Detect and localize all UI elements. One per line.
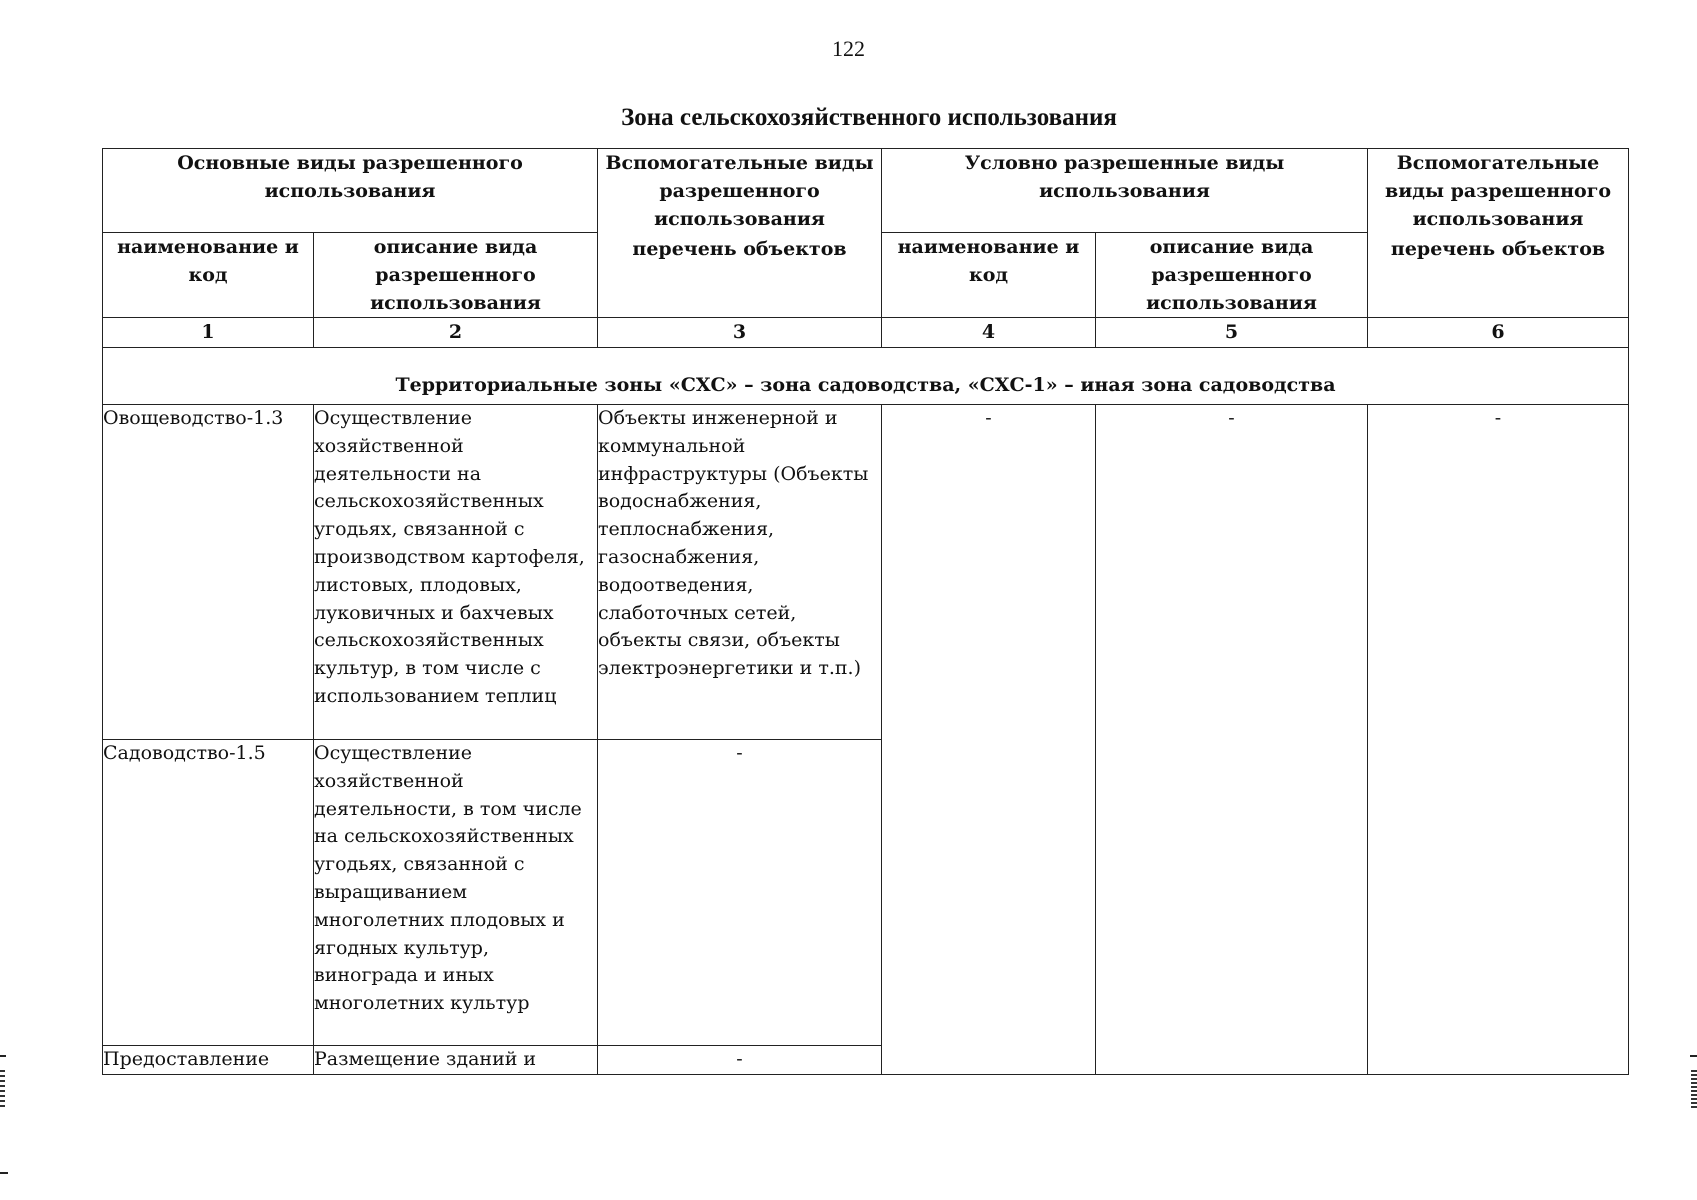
conditional-name: -	[882, 405, 1096, 1075]
row-objects: -	[598, 740, 882, 1046]
row-name: Предоставление	[103, 1046, 314, 1075]
header-objects-list: перечень объектов	[632, 238, 847, 260]
document-title: Зона сельскохозяйственного использования	[621, 104, 1117, 131]
column-number-1: 1	[103, 318, 314, 348]
page-number: 122	[832, 36, 865, 61]
scan-mark	[0, 1172, 8, 1174]
header-row-groups	[103, 149, 1629, 233]
column-number-6: 6	[1368, 318, 1629, 348]
header-auxiliary-uses-2-label: Вспомогательные виды разрешенного использования	[1385, 152, 1612, 230]
section-row	[103, 348, 1629, 405]
section-title-cell	[103, 348, 1629, 405]
row-description: Осуществление хозяйственной деятельности на сельскохозяйственных угодьях, связанной с производством картофеля, листовых, плодовых, луковичных и бахчевых сельскохозяйственных культур, в том числе с использованием теплиц	[314, 405, 598, 740]
header-conditional-uses: Условно разрешенные виды использования	[882, 149, 1368, 233]
land-use-table	[102, 148, 1629, 1075]
column-number-5: 5	[1096, 318, 1368, 348]
header-auxiliary-uses	[598, 149, 882, 318]
column-number-4: 4	[882, 318, 1096, 348]
column-number-3: 3	[598, 318, 882, 348]
row-name: Садоводство-1.5	[103, 740, 314, 1046]
header-auxiliary-uses-label: Вспомогательные виды разрешенного использования	[605, 152, 874, 230]
header-name-code: наименование и код	[103, 233, 314, 318]
scan-mark	[1690, 1055, 1697, 1057]
row-description: Осуществление хозяйственной деятельности, в том числе на сельскохозяйственных угодьях, связанной с выращиванием многолетних плодовых и ягодных культур, винограда и иных многолетних культур	[314, 740, 598, 1046]
header-auxiliary-uses-2	[1368, 149, 1629, 318]
row-objects: -	[598, 1046, 882, 1075]
header-description-2: описание вида разрешенного использования	[1096, 233, 1368, 318]
row-description: Размещение зданий и	[314, 1046, 598, 1075]
header-main-uses: Основные виды разрешенного использования	[103, 149, 598, 233]
scan-mark	[1691, 1070, 1697, 1110]
scan-mark	[0, 1070, 5, 1108]
conditional-objects: -	[1368, 405, 1629, 1075]
column-number-row	[103, 318, 1629, 348]
row-name: Овощеводство-1.3	[103, 405, 314, 740]
row-objects: Объекты инженерной и коммунальной инфраструктуры (Объекты водоснабжения, теплоснабжения, газоснабжения, водоотведения, слаботочных сетей, объекты связи, объекты электроэнергетики и т.п.)	[598, 405, 882, 740]
table-row	[103, 405, 1629, 740]
header-objects-list-2: перечень объектов	[1390, 238, 1606, 260]
conditional-description: -	[1096, 405, 1368, 1075]
scan-mark	[0, 1055, 6, 1057]
header-name-code-2: наименование и код	[882, 233, 1096, 318]
column-number-2: 2	[314, 318, 598, 348]
section-title: Территориальные зоны «СХС» – зона садоводства, «СХС-1» – иная зона садоводства	[395, 374, 1336, 396]
header-description: описание вида разрешенного использования	[314, 233, 598, 318]
